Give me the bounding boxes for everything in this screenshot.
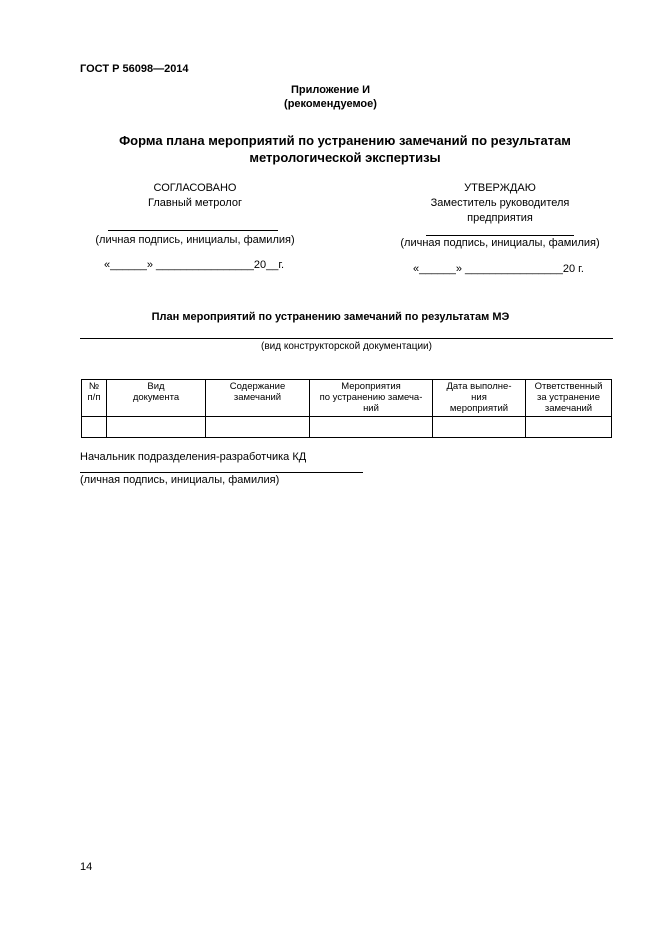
table-row [82, 417, 612, 438]
header-responsible: Ответственный за устранение замечаний [526, 380, 612, 417]
form-title [60, 132, 630, 166]
table-cell [82, 417, 107, 438]
table-header-row [82, 380, 612, 417]
page-number: 14 [80, 861, 93, 873]
approval-right-heading: УТВЕРЖДАЮ [464, 182, 536, 194]
chief-signature-note: (личная подпись, инициалы, фамилия) [80, 474, 280, 486]
plan-title: План мероприятий по устранению замечаний по результатам МЭ [151, 311, 510, 323]
approval-right [385, 181, 615, 226]
form-title-line1: Форма плана мероприятий по устранению замечаний по результатам [119, 133, 571, 148]
approval-left-heading: СОГЛАСОВАНО [153, 182, 237, 194]
table-cell [433, 417, 526, 438]
approval-right-role-line1: Заместитель руководителя [430, 197, 570, 209]
appendix-subtitle: (рекомендуемое) [284, 98, 377, 110]
approval-left-signature-note: (личная подпись, инициалы, фамилия) [95, 234, 295, 246]
measures-table [81, 379, 612, 438]
chief-signature-line [80, 472, 363, 473]
table-cell [310, 417, 433, 438]
approval-left-signature-line [108, 230, 278, 231]
document-code: ГОСТ Р 56098—2014 [80, 63, 189, 75]
table-cell [526, 417, 612, 438]
appendix-heading [0, 83, 661, 111]
approval-left [80, 181, 310, 211]
table-cell [206, 417, 310, 438]
approval-right-role-line2: предприятия [467, 212, 533, 224]
plan-subtitle: (вид конструкторской документации) [261, 341, 432, 352]
header-measures: Мероприятия по устранению замеча- ний [310, 380, 433, 417]
appendix-title: Приложение И [290, 84, 371, 96]
approval-right-date: «______» ________________20 г. [413, 263, 584, 275]
plan-underline [80, 338, 613, 339]
form-title-line2: метрологической экспертизы [249, 150, 441, 165]
header-document-type: Вид документа [107, 380, 206, 417]
approval-right-signature-note: (личная подпись, инициалы, фамилия) [400, 237, 600, 249]
header-number: № п/п [82, 380, 107, 417]
table-cell [107, 417, 206, 438]
chief-label: Начальник подразделения-разработчика КД [80, 451, 307, 463]
header-completion-date: Дата выполне- ния мероприятий [433, 380, 526, 417]
header-remarks-content: Содержание замечаний [206, 380, 310, 417]
approval-left-date: «______» ________________20__г. [104, 259, 285, 271]
approval-left-role: Главный метролог [148, 197, 242, 209]
